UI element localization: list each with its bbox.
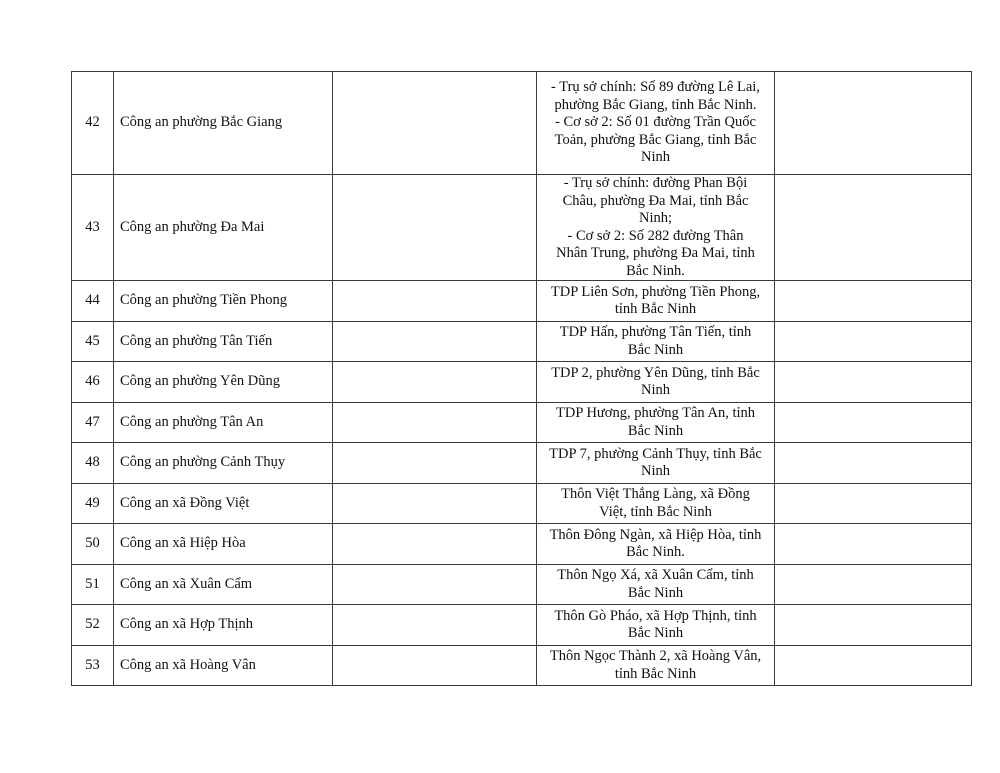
unit-address	[537, 72, 775, 175]
table-row	[72, 524, 972, 565]
address-line: Ninh	[641, 149, 670, 166]
address-line: Ninh	[641, 463, 670, 479]
table-row	[72, 484, 972, 524]
row-number: 46	[72, 362, 114, 403]
unit-name: Công an phường Đa Mai	[114, 175, 333, 281]
address-line: tỉnh Bắc Ninh	[614, 301, 697, 317]
unit-address	[537, 443, 775, 484]
empty-cell	[775, 72, 972, 175]
empty-cell	[775, 565, 972, 605]
address-line: Toản, phường Bắc Giang, tỉnh Bắc	[554, 131, 757, 148]
unit-address	[537, 484, 775, 524]
empty-cell	[333, 322, 537, 362]
address-line: Bắc Ninh	[627, 584, 684, 601]
unit-name: Công an phường Cảnh Thụy	[114, 443, 333, 484]
unit-name: Công an xã Hiệp Hòa	[114, 524, 333, 565]
empty-cell	[775, 322, 972, 362]
row-number: 50	[72, 524, 114, 565]
row-number: 43	[72, 175, 114, 281]
unit-address	[537, 281, 775, 322]
row-number: 45	[72, 322, 114, 362]
address-line: TDP Hấn, phường Tân Tiến, tỉnh	[559, 324, 752, 340]
empty-cell	[333, 565, 537, 605]
empty-cell	[333, 484, 537, 524]
unit-name: Công an xã Hoàng Vân	[114, 646, 333, 686]
unit-name: Công an phường Tiền Phong	[114, 281, 333, 322]
table-row	[72, 281, 972, 322]
empty-cell	[333, 605, 537, 646]
table-row	[72, 362, 972, 403]
row-number: 44	[72, 281, 114, 322]
unit-address	[537, 565, 775, 605]
address-line: Ninh;	[638, 210, 673, 226]
unit-name: Công an phường Tân Tiến	[114, 322, 333, 362]
address-line: Bắc Ninh	[627, 422, 684, 439]
empty-cell	[333, 281, 537, 322]
unit-address	[537, 322, 775, 362]
empty-cell	[775, 484, 972, 524]
address-line: Bắc Ninh	[627, 625, 684, 641]
table-row	[72, 646, 972, 686]
empty-cell	[775, 605, 972, 646]
table-row	[72, 443, 972, 484]
unit-address	[537, 362, 775, 403]
empty-cell	[333, 175, 537, 281]
unit-name: Công an phường Bắc Giang	[114, 72, 333, 175]
table-row	[72, 403, 972, 443]
address-line: Thôn Gò Pháo, xã Hợp Thịnh, tỉnh	[554, 607, 757, 624]
unit-name: Công an phường Tân An	[114, 403, 333, 443]
empty-cell	[775, 281, 972, 322]
address-line: - Cơ sở 2: Số 01 đường Trần Quốc	[555, 114, 756, 131]
address-line: Bắc Ninh	[627, 341, 684, 358]
police-unit-table	[71, 71, 972, 686]
unit-name: Công an xã Hợp Thịnh	[114, 605, 333, 646]
table-row	[72, 322, 972, 362]
address-line: TDP Hương, phường Tân An, tỉnh	[555, 405, 755, 421]
address-line: tỉnh Bắc Ninh	[614, 665, 697, 682]
row-number: 42	[72, 72, 114, 175]
unit-address	[537, 646, 775, 686]
address-line: Nhân Trung, phường Đa Mai, tỉnh	[556, 245, 755, 261]
table-body	[72, 72, 972, 686]
empty-cell	[775, 443, 972, 484]
empty-cell	[333, 362, 537, 403]
unit-name: Công an xã Đồng Việt	[114, 484, 333, 524]
empty-cell	[333, 72, 537, 175]
unit-address	[537, 403, 775, 443]
address-line: - Trụ sở chính: đường Phan Bội	[563, 175, 748, 191]
unit-address	[537, 175, 775, 281]
empty-cell	[775, 524, 972, 565]
table-row	[72, 565, 972, 605]
empty-cell	[333, 646, 537, 686]
address-line: TDP 7, phường Cảnh Thụy, tỉnh Bắc	[549, 445, 762, 462]
empty-cell	[775, 403, 972, 443]
address-line: Bắc Ninh.	[626, 544, 685, 560]
address-line: Ninh	[641, 382, 670, 398]
address-line: Thôn Ngọc Thành 2, xã Hoàng Vân,	[549, 648, 762, 664]
row-number: 51	[72, 565, 114, 605]
empty-cell	[775, 362, 972, 403]
empty-cell	[333, 443, 537, 484]
address-line: TDP Liên Sơn, phường Tiền Phong,	[550, 283, 761, 300]
unit-address	[537, 605, 775, 646]
address-line: phường Bắc Giang, tỉnh Bắc Ninh.	[554, 96, 757, 113]
unit-address	[537, 524, 775, 565]
unit-name: Công an xã Xuân Cẩm	[114, 565, 333, 605]
empty-cell	[333, 403, 537, 443]
address-line: Thôn Ngọ Xá, xã Xuân Cẩm, tỉnh	[557, 567, 754, 583]
unit-name: Công an phường Yên Dũng	[114, 362, 333, 403]
row-number: 53	[72, 646, 114, 686]
row-number: 49	[72, 484, 114, 524]
row-number: 48	[72, 443, 114, 484]
row-number: 52	[72, 605, 114, 646]
address-line: Châu, phường Đa Mai, tỉnh Bắc	[562, 192, 749, 209]
empty-cell	[333, 524, 537, 565]
address-line: Bắc Ninh.	[626, 262, 685, 279]
empty-cell	[775, 646, 972, 686]
table-row	[72, 72, 972, 175]
table-row	[72, 605, 972, 646]
address-line: - Trụ sở chính: Số 89 đường Lê Lai,	[551, 79, 760, 96]
empty-cell	[775, 175, 972, 281]
address-line: - Cơ sở 2: Số 282 đường Thân	[567, 227, 744, 244]
address-line: TDP 2, phường Yên Dũng, tỉnh Bắc	[551, 364, 760, 381]
address-line: Thôn Đông Ngàn, xã Hiệp Hòa, tỉnh	[549, 526, 762, 543]
address-line: Thôn Việt Thắng Làng, xã Đồng	[561, 486, 750, 502]
row-number: 47	[72, 403, 114, 443]
table-row	[72, 175, 972, 281]
address-line: Việt, tỉnh Bắc Ninh	[599, 503, 712, 520]
